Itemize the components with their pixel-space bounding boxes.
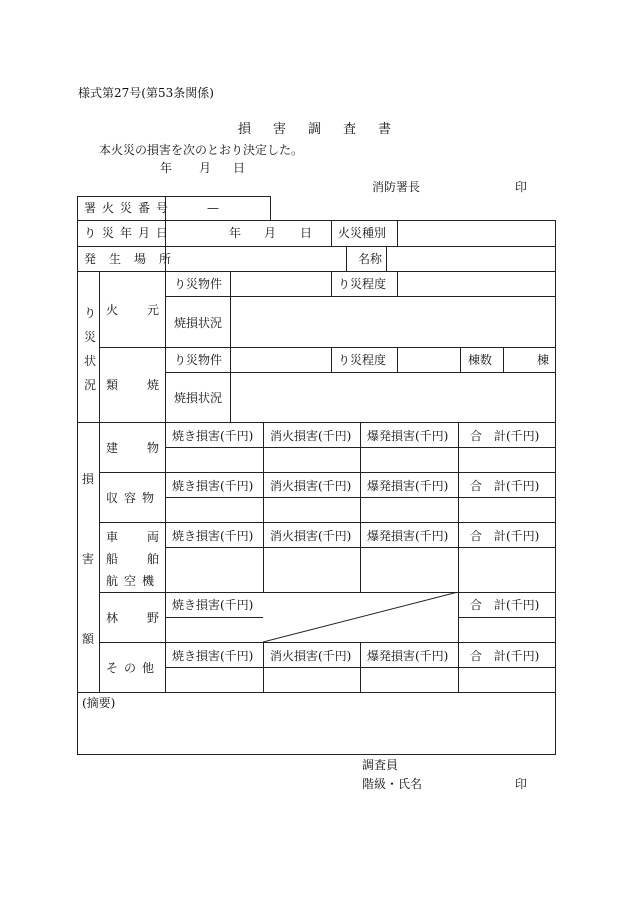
explosion-damage-header: 爆発損害(千円) — [367, 429, 449, 443]
fire-number-label: 署火災番号 — [84, 201, 175, 215]
status-section-char: 況 — [84, 378, 97, 392]
form-number: 様式第27号(第53条関係) — [78, 86, 214, 100]
building-label-b: 物 — [147, 441, 160, 455]
burn-damage-header: 焼き損害(千円) — [172, 529, 254, 543]
aircraft-label: 航空機 — [106, 574, 161, 588]
summary-label: (摘要) — [82, 696, 116, 710]
origin-degree-label: り災程度 — [338, 277, 387, 291]
burn-damage-header: 焼き損害(千円) — [172, 429, 254, 443]
disaster-date-month: 月 — [264, 226, 277, 240]
inspector-seal: 印 — [515, 777, 528, 791]
ship-label-a: 船 — [106, 552, 119, 566]
building-label-a: 建 — [106, 441, 119, 455]
location-label: 発生場所 — [84, 252, 185, 266]
rank-name-label: 階級・氏名 — [362, 777, 423, 791]
inspector-label: 調査員 — [362, 758, 399, 772]
vehicle-label-b: 両 — [147, 530, 160, 544]
damage-section-char: 額 — [82, 632, 95, 646]
total-header: 合 計(千円) — [470, 529, 540, 543]
origin-item-label: り災物件 — [174, 277, 223, 291]
total-header: 合 計(千円) — [470, 479, 540, 493]
total-header: 合 計(千円) — [470, 598, 540, 612]
spread-count-label: 棟数 — [468, 353, 493, 367]
burn-damage-header: 焼き損害(千円) — [172, 649, 254, 663]
status-section-char: り — [84, 306, 97, 320]
vehicle-label-a: 車 — [106, 530, 119, 544]
ship-label-b: 舶 — [147, 552, 160, 566]
fire-type-label: 火災種別 — [338, 226, 387, 240]
intro-text: 本火災の損害を次のとおり決定した。 — [99, 143, 304, 157]
total-header: 合 計(千円) — [470, 429, 540, 443]
disaster-date-year: 年 — [229, 226, 242, 240]
spread-count-unit: 棟 — [537, 353, 550, 367]
origin-label-a: 火 — [106, 303, 119, 317]
forest-label-b: 野 — [147, 611, 160, 625]
forest-diagonal-strike — [263, 592, 459, 643]
explosion-damage-header: 爆発損害(千円) — [367, 529, 449, 543]
date-year-label: 年 — [160, 161, 173, 175]
spread-label-a: 類 — [106, 378, 119, 392]
extinguish-damage-header: 消火損害(千円) — [270, 529, 352, 543]
document-title: 損害調査書 — [238, 122, 414, 137]
spread-degree-label: り災程度 — [338, 353, 387, 367]
forest-label-a: 林 — [106, 611, 119, 625]
other-label: その他 — [106, 661, 161, 675]
chief-label: 消防署長 — [372, 180, 421, 194]
burn-damage-header: 焼き損害(千円) — [172, 479, 254, 493]
total-header: 合 計(千円) — [470, 649, 540, 663]
status-section-char: 災 — [84, 330, 97, 344]
spread-item-label: り災物件 — [174, 353, 223, 367]
date-day-label: 日 — [233, 161, 246, 175]
chief-seal: 印 — [515, 180, 528, 194]
extinguish-damage-header: 消火損害(千円) — [270, 649, 352, 663]
origin-label-b: 元 — [147, 303, 160, 317]
explosion-damage-header: 爆発損害(千円) — [367, 649, 449, 663]
spread-label-b: 焼 — [147, 378, 160, 392]
explosion-damage-header: 爆発損害(千円) — [367, 479, 449, 493]
spread-burn-label: 焼損状況 — [174, 391, 223, 405]
fire-number-value[interactable]: — — [207, 201, 219, 215]
damage-section-char: 害 — [82, 552, 95, 566]
date-month-label: 月 — [199, 161, 212, 175]
extinguish-damage-header: 消火損害(千円) — [270, 429, 352, 443]
disaster-date-label: り災年月日 — [84, 226, 175, 240]
extinguish-damage-header: 消火損害(千円) — [270, 479, 352, 493]
location-name-label: 名称 — [358, 252, 383, 266]
damage-section-char: 損 — [82, 472, 95, 486]
contents-label: 収容物 — [106, 491, 161, 505]
disaster-date-day: 日 — [300, 226, 313, 240]
burn-damage-header: 焼き損害(千円) — [172, 598, 254, 612]
origin-burn-label: 焼損状況 — [174, 316, 223, 330]
status-section-char: 状 — [84, 354, 97, 368]
